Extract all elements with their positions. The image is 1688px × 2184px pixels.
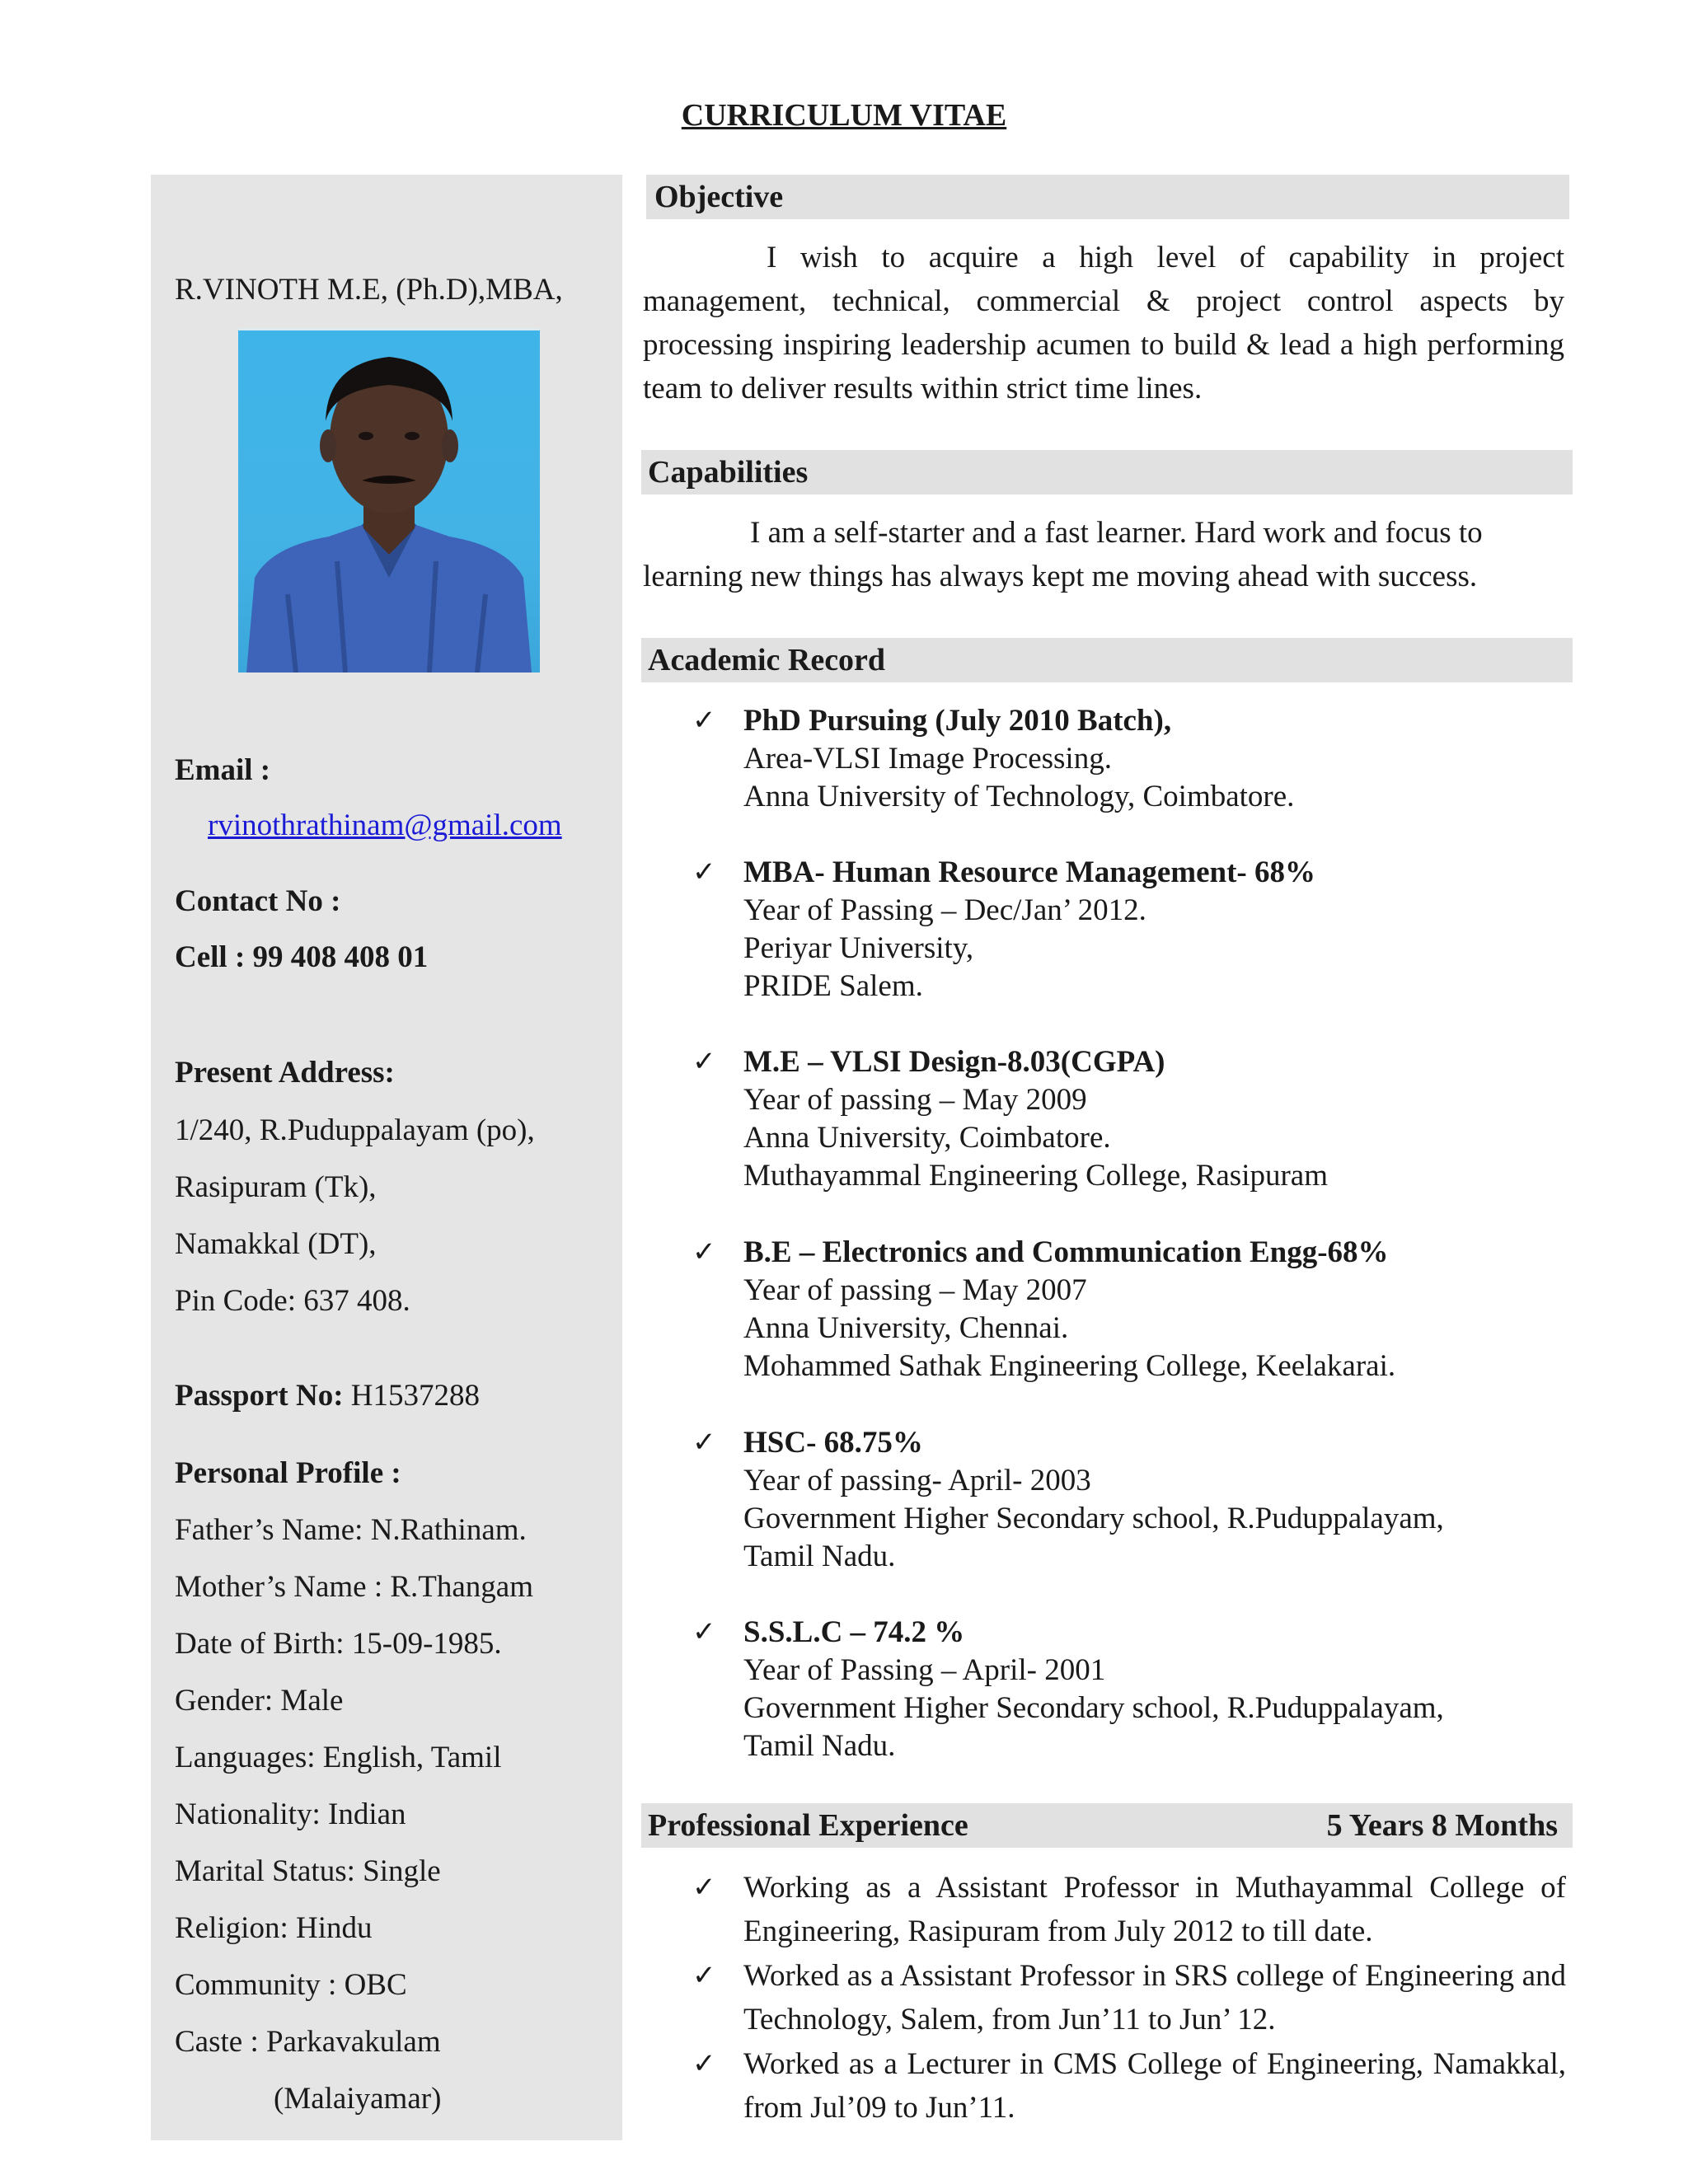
profile-line: Gender: Male: [175, 1684, 344, 1718]
checkmark-icon: ✓: [692, 1047, 716, 1077]
checkmark-icon: ✓: [692, 1237, 716, 1268]
email-label: Email :: [175, 753, 271, 787]
academic-line: Year of Passing – April- 2001: [743, 1653, 1106, 1687]
contact-label: Contact No :: [175, 884, 341, 918]
academic-line: Year of passing- April- 2003: [743, 1464, 1091, 1497]
academic-line: Mohammed Sathak Engineering College, Keelakarai.: [743, 1349, 1396, 1383]
academic-heading: Academic Record: [641, 638, 1573, 682]
academic-title: M.E – VLSI Design-8.03(CGPA): [743, 1045, 1165, 1079]
experience-text: Worked as a Lecturer in CMS College of Engineering, Namakkal, from Jul’09 to Jun’11.: [743, 2047, 1566, 2125]
email-link[interactable]: rvinothrathinam@gmail.com: [208, 808, 562, 842]
passport-row: [175, 1378, 480, 1413]
academic-line: Anna University, Coimbatore.: [743, 1121, 1111, 1155]
academic-title: S.S.L.C – 74.2 %: [743, 1615, 965, 1649]
academic-line: PRIDE Salem.: [743, 969, 923, 1003]
experience-item: [692, 1866, 1566, 1953]
experience-heading: Professional Experience: [648, 1808, 968, 1843]
academic-title: HSC- 68.75%: [743, 1426, 923, 1460]
profile-line: Nationality: Indian: [175, 1797, 406, 1831]
checkmark-icon: ✓: [692, 1961, 716, 1991]
passport-value: H1537288: [343, 1379, 480, 1413]
profile-line: Marital Status: Single: [175, 1854, 441, 1888]
cell-number: Cell : 99 408 408 01: [175, 940, 429, 974]
academic-line: Year of passing – May 2007: [743, 1273, 1087, 1307]
capabilities-text: I am a self-starter and a fast learner. Hard work and focus to learning new things has always kept me moving ahead with success.: [643, 516, 1483, 593]
profile-line: Caste : Parkavakulam: [175, 2025, 441, 2059]
checkmark-icon: ✓: [692, 1617, 716, 1647]
academic-item: [692, 1614, 1582, 1765]
profile-line: (Malaiyamar): [274, 2082, 442, 2116]
academic-line: Anna University of Technology, Coimbatore.: [743, 780, 1295, 813]
academic-item: [692, 1043, 1582, 1195]
academic-line: Year of passing – May 2009: [743, 1083, 1087, 1117]
checkmark-icon: ✓: [692, 1872, 716, 1903]
experience-item: [692, 1954, 1566, 2041]
address-line: Namakkal (DT),: [175, 1227, 377, 1261]
academic-line: Tamil Nadu.: [743, 1540, 896, 1573]
academic-line: Government Higher Secondary school, R.Puduppalayam,: [743, 1691, 1444, 1725]
objective-text: I wish to acquire a high level of capability in project management, technical, commercial & project control aspects by processing inspiring leadership acumen to build & lead a high performing team to deliver results within strict time lines.: [643, 241, 1564, 405]
address-line: Rasipuram (Tk),: [175, 1170, 377, 1204]
experience-duration: 5 Years 8 Months: [1326, 1808, 1558, 1843]
address-label: Present Address:: [175, 1056, 395, 1090]
checkmark-icon: ✓: [692, 2049, 716, 2079]
personal-profile-label: Personal Profile :: [175, 1456, 401, 1490]
academic-title: PhD Pursuing (July 2010 Batch),: [743, 704, 1172, 738]
academic-item: [692, 1424, 1582, 1576]
profile-line: Community : OBC: [175, 1968, 407, 2002]
objective-heading: Objective: [646, 175, 1569, 219]
passport-label: Passport No:: [175, 1379, 344, 1413]
academic-item: [692, 854, 1582, 1005]
academic-line: Area-VLSI Image Processing.: [743, 742, 1112, 776]
academic-line: Year of Passing – Dec/Jan’ 2012.: [743, 893, 1146, 927]
experience-heading-bar: [641, 1803, 1573, 1848]
academic-line: Tamil Nadu.: [743, 1729, 896, 1763]
address-line: 1/240, R.Puduppalayam (po),: [175, 1113, 535, 1147]
academic-title: B.E – Electronics and Communication Engg-68%: [743, 1235, 1389, 1269]
checkmark-icon: ✓: [692, 1427, 716, 1458]
academic-line: Muthayammal Engineering College, Rasipuram: [743, 1159, 1328, 1193]
experience-text: Working as a Assistant Professor in Muthayammal College of Engineering, Rasipuram from July 2012 to till date.: [743, 1871, 1566, 1948]
page-title: CURRICULUM VITAE: [681, 98, 1007, 133]
academic-item: [692, 1234, 1582, 1385]
academic-line: Periyar University,: [743, 931, 974, 965]
experience-text: Worked as a Assistant Professor in SRS college of Engineering and Technology, Salem, from Jun’11 to Jun’ 12.: [743, 1959, 1566, 2036]
profile-line: Languages: English, Tamil: [175, 1741, 502, 1774]
academic-title: MBA- Human Resource Management- 68%: [743, 855, 1316, 889]
checkmark-icon: ✓: [692, 705, 716, 736]
candidate-name: R.VINOTH M.E, (Ph.D),MBA,: [175, 273, 563, 307]
academic-item: [692, 702, 1582, 816]
address-line: Pin Code: 637 408.: [175, 1284, 410, 1318]
profile-line: Date of Birth: 15-09-1985.: [175, 1627, 502, 1661]
academic-line: Government Higher Secondary school, R.Puduppalayam,: [743, 1502, 1444, 1535]
person-portrait-icon: [238, 330, 540, 673]
capabilities-heading: Capabilities: [641, 450, 1573, 494]
profile-line: Religion: Hindu: [175, 1911, 373, 1945]
checkmark-icon: ✓: [692, 857, 716, 888]
academic-line: Anna University, Chennai.: [743, 1311, 1069, 1345]
profile-line: Father’s Name: N.Rathinam.: [175, 1513, 527, 1547]
experience-item: [692, 2042, 1566, 2130]
profile-line: Mother’s Name : R.Thangam: [175, 1570, 534, 1604]
profile-photo: [238, 328, 540, 673]
